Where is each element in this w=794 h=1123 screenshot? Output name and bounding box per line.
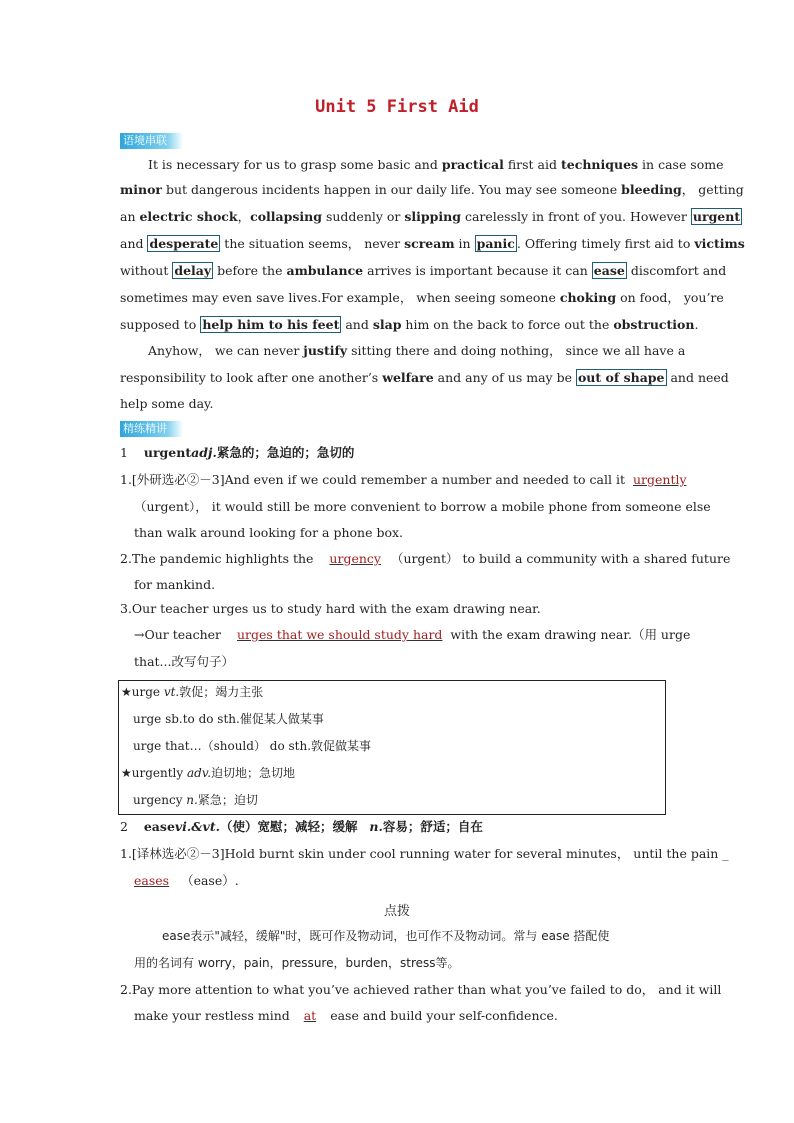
boxed-keyword: panic [476, 236, 515, 251]
answer-blank: eases [134, 873, 170, 888]
usage-note-box [118, 680, 666, 815]
exercise-line: eases （ease）. [134, 873, 239, 888]
exercise-line: 1.[译林选必②－3]Hold burnt skin under cool running water for several minutes， until the pain _ [120, 846, 729, 861]
tip-text: ease表示"减轻，缓解"时，既可作及物动词，也可作不及物动词。常与 ease 搭配使 [162, 929, 610, 943]
exercise-line: 3.Our teacher urges us to study hard with the exam drawing near. [120, 601, 541, 616]
boxed-keyword: ease [593, 263, 625, 278]
page-title: Unit 5 First Aid [315, 97, 479, 117]
passage-line: It is necessary for us to grasp some basic and practical first aid techniques in case some [148, 157, 724, 172]
passage-line: sometimes may even save lives.For example， when seeing someone choking on food， you’re [120, 290, 724, 305]
answer-blank: urgency [329, 551, 381, 566]
passage-line: an electric shock，collapsing suddenly or slipping carelessly in front of you. However urgent [120, 209, 741, 224]
note-line: ★urge vt.敦促；竭力主张 [121, 685, 264, 699]
section-tag-practice: 精练精讲 [120, 421, 183, 437]
note-line: urge that…（should） do sth.敦促做某事 [133, 739, 372, 753]
boxed-keyword: urgent [692, 209, 741, 224]
exercise-line: 2.The pandemic highlights the urgency （urgent） to build a community with a shared future [120, 551, 731, 566]
boxed-keyword: out of shape [577, 370, 665, 385]
vocab-heading-ease: 2 easevi.&vt.（使）宽慰；减轻；缓解 n.容易；舒适；自在 [120, 819, 483, 834]
exercise-line: 1.[外研选必②－3]And even if we could remember a number and needed to call it urgently [120, 471, 680, 489]
passage-line: and desperate the situation seems， never scream in panic . Offering timely first aid to victims [120, 236, 745, 251]
exercise-line: 2.Pay more attention to what you’ve achieved rather than what you’ve failed to do， and it will [120, 982, 722, 997]
note-line: urge sb.to do sth.催促某人做某事 [133, 712, 324, 726]
vocab-heading-urgent: 1 urgentadj.紧急的；急迫的；急切的 [120, 445, 355, 460]
boxed-keyword: delay [174, 263, 212, 278]
passage-line: without delay before the ambulance arrives is important because it can ease discomfort and [120, 263, 727, 278]
exercise-line: （urgent）， it would still be more convenient to borrow a mobile phone from someone else [134, 499, 711, 514]
passage-line: help some day. [120, 396, 214, 411]
exercise-line: →Our teacher urges that we should study hard with the exam drawing near.（用 urge [134, 627, 691, 642]
passage-line: Anyhow， we can never justify sitting there and doing nothing， since we all have a [148, 343, 686, 358]
note-line: urgency n.紧急；迫切 [133, 793, 258, 807]
exercise-line: than walk around looking for a phone box. [134, 525, 404, 540]
boxed-keyword: help him to his feet [202, 317, 340, 332]
passage-line: minor but dangerous incidents happen in our daily life. You may see someone bleeding， getting [120, 182, 744, 197]
passage-line: responsibility to look after one another’s welfare and any of us may be out of shape and need [120, 370, 729, 385]
exercise-line: for mankind. [134, 577, 216, 592]
section-tag-context: 语境串联 [120, 133, 183, 149]
exercise-line: make your restless mind at ease and build your self-confidence. [134, 1008, 558, 1023]
boxed-keyword: desperate [149, 236, 219, 251]
exercise-line: that...改写句子） [134, 654, 234, 669]
note-line: ★urgently adv.迫切地；急切地 [121, 766, 296, 780]
tip-title: 点拨 [383, 904, 410, 919]
answer-blank: at [303, 1008, 317, 1023]
tip-text: 用的名词有 worry，pain，pressure，burden，stress等。 [134, 956, 460, 970]
answer-blank: urgently [632, 472, 687, 487]
passage-line: supposed to help him to his feet and slap him on the back to force out the obstruction. [120, 317, 699, 332]
answer-blank: urges that we should study hard [237, 627, 443, 642]
